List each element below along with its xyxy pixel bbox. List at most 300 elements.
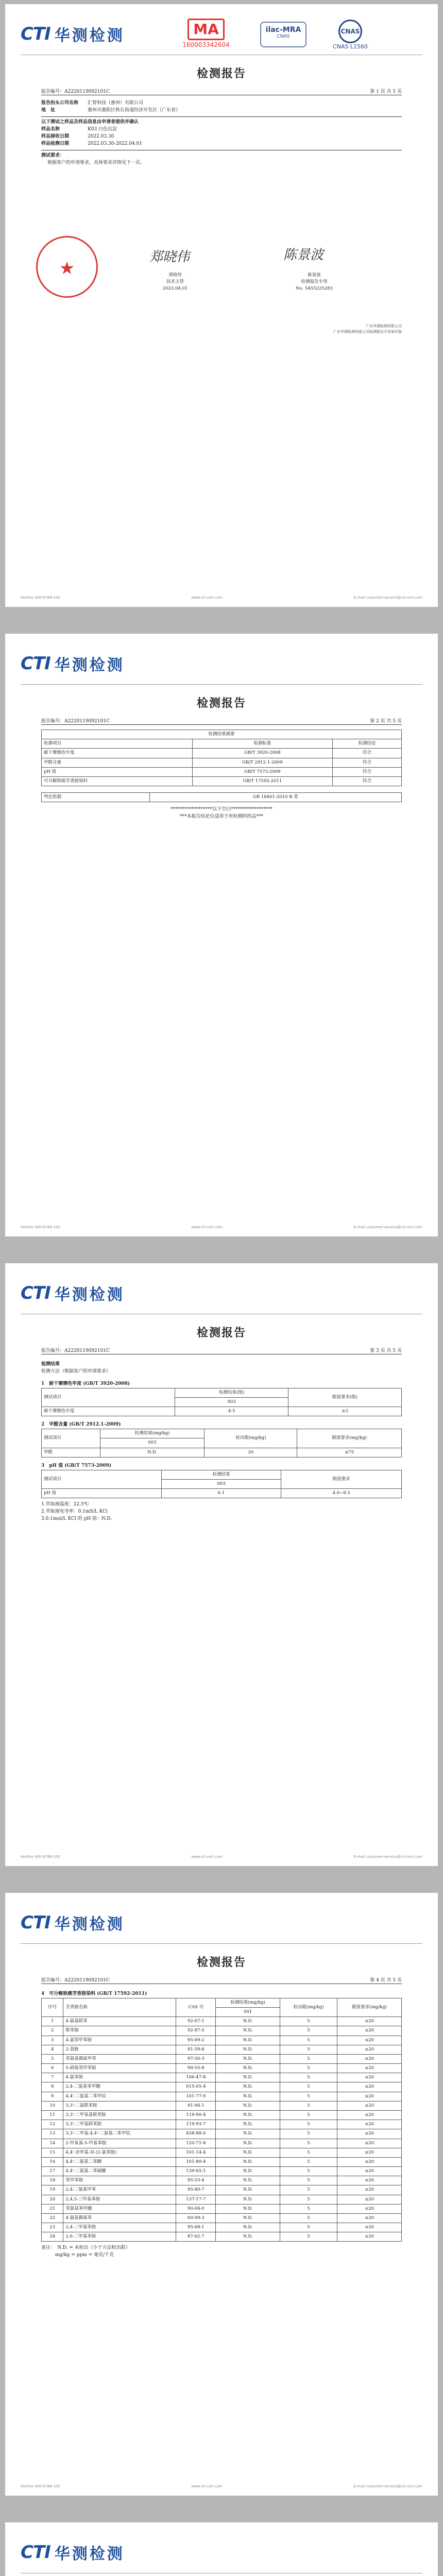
table-cell: N.D. bbox=[216, 2223, 280, 2232]
table-cell: 可分解致癌芳香胺染料 bbox=[42, 776, 193, 786]
table-cell: 符合 bbox=[333, 776, 402, 786]
footer-hotline: Hotline 400-6788-333 bbox=[21, 1225, 60, 1229]
table-cell: GB/T 17592-2011 bbox=[192, 776, 332, 786]
aromatic-amine-table bbox=[41, 1998, 402, 2242]
table-cell: 2-甲氧基-5-甲基苯胺 bbox=[63, 2139, 176, 2148]
section-4-title: 4 可分解致癌芳香胺染料 (GB/T 17592-2011) bbox=[41, 1991, 147, 1996]
table-cell: 2,4-二氨基苯甲醚 bbox=[63, 2082, 176, 2092]
table-cell: N.D. bbox=[216, 2195, 280, 2204]
table-cell: 5 bbox=[280, 2213, 337, 2223]
table-cell: ≤20 bbox=[337, 2157, 402, 2166]
table-cell: N.D. bbox=[216, 2045, 280, 2054]
field-value: 2022.03.30 bbox=[88, 133, 114, 139]
report-meta bbox=[41, 717, 402, 724]
table-header: 限值要求(mg/kg) bbox=[297, 1429, 402, 1448]
table-cell: 3,3'-二氯联苯胺 bbox=[63, 2101, 176, 2110]
table-row bbox=[42, 2017, 402, 2026]
table-header: 测试项目 bbox=[42, 1429, 100, 1448]
cti-logo bbox=[21, 652, 125, 675]
table-cell: 139-65-1 bbox=[176, 2167, 216, 2176]
blank-below-note: ******************以下空白****************** bbox=[170, 807, 272, 812]
table-cell: 5 bbox=[280, 2148, 337, 2157]
table-cell: ≤75 bbox=[297, 1448, 402, 1457]
table-cell: 5 bbox=[280, 2073, 337, 2082]
footer-email: E-mail customer-service@cti-cert.com bbox=[353, 1225, 422, 1229]
table-cell: 邻甲苯胺 bbox=[63, 2176, 176, 2185]
cti-logo bbox=[21, 1911, 125, 1934]
table-cell: 87-62-7 bbox=[176, 2232, 216, 2242]
signature-2: 陈景波 bbox=[283, 247, 324, 263]
table-cell: 12 bbox=[42, 2120, 63, 2129]
table-cell: ≤20 bbox=[337, 2017, 402, 2026]
table-row bbox=[42, 776, 402, 786]
table-cell: N.D. bbox=[216, 2054, 280, 2063]
footer-website: www.cti-cert.com bbox=[191, 1225, 223, 1229]
field-label: 样品名称 bbox=[41, 126, 60, 132]
table-row bbox=[42, 1407, 402, 1416]
table-header: 检测标准 bbox=[192, 739, 332, 749]
sample-id-header: 003 bbox=[175, 1397, 288, 1406]
table-row bbox=[42, 2139, 402, 2148]
table-cell: 符合 bbox=[333, 758, 402, 767]
table-header: 限值要求 bbox=[281, 1470, 402, 1488]
table-header: 检测结果(级) bbox=[175, 1388, 288, 1397]
table-cell: 20 bbox=[42, 2195, 63, 2204]
table-cell: ≤20 bbox=[337, 2101, 402, 2110]
header-divider bbox=[21, 1943, 422, 1944]
report-title: 检测报告 bbox=[196, 1956, 246, 1969]
page-header bbox=[21, 18, 422, 54]
table-cell: ≤20 bbox=[337, 2223, 402, 2232]
table-cell: 24 bbox=[42, 2232, 63, 2242]
table-header: 限值要求(级) bbox=[288, 1388, 402, 1406]
page-header bbox=[21, 1906, 422, 1942]
table-cell: 5 bbox=[280, 2101, 337, 2110]
table-cell: 4.0~8.5 bbox=[281, 1489, 402, 1498]
section-divider bbox=[41, 116, 402, 117]
table-row bbox=[42, 2213, 402, 2223]
table-cell: ≤20 bbox=[337, 2073, 402, 2082]
table-cell: N.D. bbox=[216, 2017, 280, 2026]
table-cell: N.D. bbox=[100, 1448, 205, 1457]
table-cell: ≤20 bbox=[337, 2139, 402, 2148]
field-value: K03 白色沉淀 bbox=[88, 126, 117, 132]
table-cell: 5 bbox=[280, 2185, 337, 2195]
table-cell: 838-88-0 bbox=[176, 2129, 216, 2139]
summary-table bbox=[41, 730, 402, 786]
standard-value: GB 18401-2010 B 类 bbox=[149, 793, 401, 802]
ma-certification-mark bbox=[175, 19, 237, 48]
report-no-label: 报告编号： bbox=[41, 1348, 65, 1353]
footer-website: www.cti-cert.com bbox=[191, 596, 223, 600]
ilac-sub-label: CNAS bbox=[277, 34, 290, 39]
logo-cn-text: 华测检测 bbox=[54, 1286, 125, 1304]
amine-notes bbox=[41, 2245, 402, 2259]
requirement-text: 根据客户的申请要求，具体要求详情见下一页。 bbox=[47, 160, 145, 165]
table-cell: 3 bbox=[42, 2036, 63, 2045]
table-cell: ≤20 bbox=[337, 2082, 402, 2092]
table-cell: 22 bbox=[42, 2213, 63, 2223]
table-cell: 5 bbox=[42, 2054, 63, 2063]
table-row bbox=[42, 2204, 402, 2213]
table-cell: 5 bbox=[280, 2092, 337, 2101]
table-cell: N.D. bbox=[216, 2232, 280, 2242]
table-cell: ≤20 bbox=[337, 2185, 402, 2195]
report-no: A2220119092101C bbox=[64, 89, 110, 94]
table-cell: ≤20 bbox=[337, 2213, 402, 2223]
logo-cti-text: CTI bbox=[21, 24, 50, 44]
footer-website: www.cti-cert.com bbox=[191, 2484, 223, 2488]
footer-email: E-mail customer-service@cti-cert.com bbox=[353, 1855, 422, 1859]
table-cell: 101-77-9 bbox=[176, 2092, 216, 2101]
table-header: CAS 号 bbox=[176, 1998, 216, 2016]
table-cell: ≤20 bbox=[337, 2026, 402, 2036]
section-3-title: 3 pH 值 (GB/T 7573-2009) bbox=[41, 1463, 112, 1468]
table-cell: 4-氯邻甲苯胺 bbox=[63, 2036, 176, 2045]
table-cell: ≤20 bbox=[337, 2195, 402, 2204]
table-cell: N.D. bbox=[216, 2213, 280, 2223]
report-page-1 bbox=[5, 4, 438, 607]
table-header: 检出限(mg/kg) bbox=[205, 1429, 297, 1448]
table-cell: 5 bbox=[280, 2036, 337, 2045]
page-number: 第 4 页 共 5 页 bbox=[370, 1978, 402, 1983]
table-row bbox=[42, 2073, 402, 2082]
table-cell: 4-氨基偶氮苯 bbox=[63, 2213, 176, 2223]
table-row bbox=[42, 2054, 402, 2063]
ma-number: 160003342604 bbox=[182, 41, 230, 48]
table-cell: N.D. bbox=[216, 2064, 280, 2073]
table-row bbox=[42, 758, 402, 767]
table-cell: 5-硝基邻甲苯胺 bbox=[63, 2064, 176, 2073]
table-cell: 137-17-7 bbox=[176, 2195, 216, 2204]
footer-hotline: Hotline 400-6788-333 bbox=[21, 2484, 60, 2488]
footer-email: E-mail customer-service@cti-cert.com bbox=[353, 2484, 422, 2488]
table-cell: 20 bbox=[205, 1448, 297, 1457]
report-page-3 bbox=[5, 1263, 438, 1866]
table-cell: 3,3'-二甲氧基联苯胺 bbox=[63, 2111, 176, 2120]
page3-content bbox=[41, 1359, 402, 1523]
page-footer bbox=[21, 1855, 422, 1859]
table-cell: 2,4-二氨基甲苯 bbox=[63, 2185, 176, 2195]
table-cell: pH 值 bbox=[42, 767, 193, 776]
table-cell: 2,6-二甲基苯胺 bbox=[63, 2232, 176, 2242]
logo-cti-text: CTI bbox=[21, 1912, 50, 1933]
requirement-heading: 测试要求： bbox=[41, 152, 65, 158]
report-page-4 bbox=[5, 1893, 438, 2496]
table-cell: 23 bbox=[42, 2223, 63, 2232]
table-cell: 4-氨基联苯 bbox=[63, 2017, 176, 2026]
logo-cti-text: CTI bbox=[21, 653, 50, 674]
table-header: 检测项目 bbox=[42, 739, 193, 749]
logo-cn-text: 华测检测 bbox=[54, 27, 125, 45]
table-header: 检测结论 bbox=[333, 739, 402, 749]
table-cell: 10 bbox=[42, 2101, 63, 2110]
summary-title: 检测结果摘要 bbox=[42, 730, 402, 739]
note-line: mg/kg = ppm = 毫克/千克 bbox=[41, 2252, 114, 2258]
table-cell: 119-90-4 bbox=[176, 2111, 216, 2120]
field-value: 惠州市惠阳区秋长街道经济开发区（广东省） bbox=[88, 107, 181, 113]
table-cell: 92-87-5 bbox=[176, 2026, 216, 2036]
report-meta bbox=[41, 1347, 402, 1353]
table-cell: 5 bbox=[280, 2064, 337, 2073]
cti-logo bbox=[21, 2541, 125, 2564]
table-row bbox=[42, 2185, 402, 2195]
table-cell: 11 bbox=[42, 2111, 63, 2120]
table-cell: 60-09-3 bbox=[176, 2213, 216, 2223]
table-cell: 19 bbox=[42, 2185, 63, 2195]
table-cell: 14 bbox=[42, 2139, 63, 2148]
table-cell: GB/T 3920-2008 bbox=[192, 749, 332, 758]
stamp-text: 广东华测检测有限公司 bbox=[366, 324, 402, 328]
page-header bbox=[21, 2536, 422, 2572]
table-row bbox=[42, 2045, 402, 2054]
table-cell: N.D. bbox=[216, 2176, 280, 2185]
table-cell: 5 bbox=[280, 2017, 337, 2026]
table-cell: 5 bbox=[280, 2232, 337, 2242]
table-cell: N.D. bbox=[216, 2129, 280, 2139]
table-cell: ≤20 bbox=[337, 2120, 402, 2129]
table-row bbox=[42, 2082, 402, 2092]
table-cell: 90-04-0 bbox=[176, 2204, 216, 2213]
signature-area bbox=[41, 231, 402, 324]
table-cell: N.D. bbox=[216, 2157, 280, 2166]
section-1-title: 1 耐干摩擦色牢度 (GB/T 3920-2008) bbox=[41, 1381, 130, 1386]
table-cell: 5 bbox=[280, 2082, 337, 2092]
table-cell: N.D. bbox=[216, 2073, 280, 2082]
table-cell: 95-53-4 bbox=[176, 2176, 216, 2185]
table-cell: ≤20 bbox=[337, 2111, 402, 2120]
table-row bbox=[42, 2101, 402, 2110]
signer-date: No. 5455225283 bbox=[296, 285, 333, 291]
table-cell: 615-05-4 bbox=[176, 2082, 216, 2092]
report-title: 检测报告 bbox=[196, 1326, 246, 1340]
page-header bbox=[21, 647, 422, 683]
table-cell: GB/T 2912.1-2009 bbox=[192, 758, 332, 767]
report-title: 检测报告 bbox=[196, 67, 246, 80]
table-cell: 6 bbox=[42, 2064, 63, 2073]
table-row bbox=[42, 767, 402, 776]
field-label: 报告抬头公司名称 bbox=[41, 100, 79, 106]
report-no: A2220119092101C bbox=[64, 719, 110, 724]
table-cell: 5 bbox=[280, 2176, 337, 2185]
table-cell: 符合 bbox=[333, 749, 402, 758]
report-title: 检测报告 bbox=[196, 697, 246, 710]
table-cell: ≤20 bbox=[337, 2036, 402, 2045]
table-cell: N.D. bbox=[216, 2082, 280, 2092]
page-number: 第 3 页 共 5 页 bbox=[370, 1348, 402, 1353]
report-no: A2220119092101C bbox=[64, 1348, 110, 1353]
page2-content bbox=[41, 730, 402, 821]
table-cell: 5 bbox=[280, 2111, 337, 2120]
page-footer bbox=[21, 1225, 422, 1229]
sample-id-header: 003 bbox=[100, 1438, 205, 1448]
header-divider bbox=[21, 684, 422, 685]
table-cell: 5 bbox=[280, 2045, 337, 2054]
applicability-note: ***本报告结论仅适用于所检测的样品*** bbox=[179, 814, 263, 820]
logo-cti-text: CTI bbox=[21, 2542, 50, 2563]
table-cell: 6.1 bbox=[161, 1489, 281, 1498]
company-stamp bbox=[36, 236, 98, 298]
table-cell: N.D. bbox=[216, 2036, 280, 2045]
results-subheading: 检测方法（根据客户的申请要求） bbox=[41, 1368, 111, 1374]
table-cell: 5 bbox=[280, 2120, 337, 2129]
report-no: A2220119092101C bbox=[64, 1978, 110, 1983]
table-header: 检测结果(mg/kg) bbox=[100, 1429, 205, 1438]
note-line: 备注： N.D. = 未检出（小于方法检出限） bbox=[41, 2245, 130, 2251]
sample-id-header: 003 bbox=[161, 1479, 281, 1488]
table-cell: 甲醛 bbox=[42, 1448, 100, 1457]
note-line: 1.萃取液温度：22.5℃ bbox=[41, 1502, 89, 1507]
stamp-note bbox=[41, 324, 402, 334]
section-2-title: 2 甲醛含量 (GB/T 2912.1-2009) bbox=[41, 1422, 121, 1428]
table-cell: 耐干摩擦色牢度 bbox=[42, 1407, 175, 1416]
table-cell: 5 bbox=[280, 2204, 337, 2213]
table-cell: 5 bbox=[280, 2054, 337, 2063]
table-row bbox=[42, 2148, 402, 2157]
table-row bbox=[42, 2036, 402, 2045]
table-cell: 119-93-7 bbox=[176, 2120, 216, 2129]
page-number: 第 2 页 共 5 页 bbox=[370, 719, 402, 724]
sample-heading: 以下测试之样品及样品信息由申请者提供并确认 bbox=[41, 119, 139, 125]
footer-website: www.cti-cert.com bbox=[191, 1855, 223, 1859]
logo-cn-text: 华测检测 bbox=[54, 656, 125, 674]
table-header: 序号 bbox=[42, 1998, 63, 2016]
table-cell: 4,4'-亚甲基-双-(2-氯苯胺) bbox=[63, 2148, 176, 2157]
formaldehyde-table bbox=[41, 1429, 402, 1458]
table-cell: ≤20 bbox=[337, 2232, 402, 2242]
table-cell: 18 bbox=[42, 2176, 63, 2185]
table-cell: 耐干摩擦色牢度 bbox=[42, 749, 193, 758]
logo-cn-text: 华测检测 bbox=[54, 2545, 125, 2563]
table-cell: N.D. bbox=[216, 2092, 280, 2101]
table-row bbox=[42, 1448, 402, 1457]
table-cell: 2,4-二甲基苯胺 bbox=[63, 2223, 176, 2232]
table-cell: 91-94-1 bbox=[176, 2101, 216, 2110]
table-cell: 101-80-4 bbox=[176, 2157, 216, 2166]
table-cell: ≤20 bbox=[337, 2129, 402, 2139]
table-row bbox=[42, 2176, 402, 2185]
page1-content bbox=[41, 100, 402, 167]
stamp-star-icon: ★ bbox=[59, 258, 75, 279]
ilac-label: ilac-MRA bbox=[265, 26, 301, 34]
report-page-2 bbox=[5, 634, 438, 1236]
footer-email: E-mail customer-service@cti-cert.com bbox=[353, 596, 422, 600]
table-cell: 95-69-2 bbox=[176, 2036, 216, 2045]
table-cell: 5 bbox=[280, 2129, 337, 2139]
section-title-text: 耐干摩擦色牢度 (GB/T 3920-2008) bbox=[49, 1381, 130, 1386]
table-cell: 15 bbox=[42, 2148, 63, 2157]
section-title-text: pH 值 (GB/T 7573-2009) bbox=[49, 1463, 112, 1468]
note-line: 2.萃取液电导率：0.1mS/L KCl bbox=[41, 1509, 108, 1515]
table-cell: 4 bbox=[42, 2045, 63, 2054]
signer-2-block bbox=[278, 272, 350, 292]
table-cell: ≤20 bbox=[337, 2064, 402, 2073]
signer-name: 郑晓伟 bbox=[168, 273, 182, 278]
table-cell: ≤20 bbox=[337, 2148, 402, 2157]
table-cell: ≤20 bbox=[337, 2176, 402, 2185]
table-cell: ≤20 bbox=[337, 2054, 402, 2063]
field-label: 样品接收日期 bbox=[41, 133, 70, 139]
section-title-text: 甲醛含量 (GB/T 2912.1-2009) bbox=[49, 1422, 121, 1428]
table-cell: 120-71-8 bbox=[176, 2139, 216, 2148]
signer-1-block bbox=[144, 272, 206, 292]
table-cell: N.D. bbox=[216, 2204, 280, 2213]
table-cell: N.D. bbox=[216, 2111, 280, 2120]
table-cell: 4,4'-二氨基二苯醚 bbox=[63, 2157, 176, 2166]
ph-table bbox=[41, 1470, 402, 1499]
field-value: 汇智科技（惠州）有限公司 bbox=[88, 100, 144, 106]
table-row bbox=[42, 2167, 402, 2176]
table-row bbox=[42, 2064, 402, 2073]
table-cell: 92-67-1 bbox=[176, 2017, 216, 2026]
table-cell: 5 bbox=[280, 2167, 337, 2176]
report-no-label: 报告编号： bbox=[41, 719, 65, 724]
table-cell: N.D. bbox=[216, 2120, 280, 2129]
table-cell: ≥3 bbox=[288, 1407, 402, 1416]
footer-hotline: Hotline 400-6788-333 bbox=[21, 596, 60, 600]
cti-logo bbox=[21, 1282, 125, 1304]
table-cell: N.D. bbox=[216, 2167, 280, 2176]
ph-notes bbox=[41, 1501, 402, 1523]
table-cell: ≤20 bbox=[337, 2204, 402, 2213]
table-cell: GB/T 7573-2009 bbox=[192, 767, 332, 776]
signature-1: 郑晓伟 bbox=[149, 249, 190, 265]
table-row bbox=[42, 2120, 402, 2129]
note-line: 3.0.1mol/L KCl 的 pH 值：N.D. bbox=[41, 1516, 112, 1522]
table-cell: 2 bbox=[42, 2026, 63, 2036]
table-cell: 甲醛含量 bbox=[42, 758, 193, 767]
table-cell: 7 bbox=[42, 2073, 63, 2082]
results-heading: 检测结果 bbox=[41, 1362, 60, 1367]
table-cell: 95-80-7 bbox=[176, 2185, 216, 2195]
table-cell: 符合 bbox=[333, 767, 402, 776]
table-cell: 2-萘胺 bbox=[63, 2045, 176, 2054]
table-cell: 21 bbox=[42, 2204, 63, 2213]
page-footer bbox=[21, 596, 422, 600]
table-cell: 3,3'-二甲基-4,4'-二氨基二苯甲烷 bbox=[63, 2129, 176, 2139]
table-cell: ≤20 bbox=[337, 2167, 402, 2176]
table-cell: 3,3'-二甲基联苯胺 bbox=[63, 2120, 176, 2129]
signer-date: 2022.04.01 bbox=[162, 285, 188, 291]
table-header: 测试项目 bbox=[42, 1470, 162, 1488]
table-cell: 13 bbox=[42, 2129, 63, 2139]
field-label: 地 址 bbox=[41, 107, 56, 113]
table-header: 芳香胺名称 bbox=[63, 1998, 176, 2016]
table-cell: pH 值 bbox=[42, 1489, 162, 1498]
table-cell: 101-14-4 bbox=[176, 2148, 216, 2157]
signer-title: 检测报告专用 bbox=[301, 279, 328, 284]
table-cell: 4-氯苯胺 bbox=[63, 2073, 176, 2082]
ilac-mra-mark bbox=[260, 22, 306, 47]
cti-logo bbox=[21, 23, 125, 45]
table-cell: 4,4'-二氨基二苯甲烷 bbox=[63, 2092, 176, 2101]
table-cell: 5 bbox=[280, 2157, 337, 2166]
table-cell: 5 bbox=[280, 2139, 337, 2148]
table-cell: 17 bbox=[42, 2167, 63, 2176]
table-cell: 106-47-8 bbox=[176, 2073, 216, 2082]
table-cell: 16 bbox=[42, 2157, 63, 2166]
report-no-label: 报告编号： bbox=[41, 1978, 65, 1983]
table-cell: 4,4'-二氨基二苯硫醚 bbox=[63, 2167, 176, 2176]
report-meta bbox=[41, 1976, 402, 1983]
table-row bbox=[42, 2026, 402, 2036]
sample-id-header: 001 bbox=[216, 2008, 280, 2017]
signer-name: 陈景波 bbox=[308, 273, 321, 278]
page-header bbox=[21, 1277, 422, 1313]
table-cell: N.D. bbox=[216, 2139, 280, 2148]
table-header: 检出限(mg/kg) bbox=[280, 1998, 337, 2016]
section-title-text: 可分解致癌芳香胺染料 (GB/T 17592-2011) bbox=[49, 1991, 147, 1996]
